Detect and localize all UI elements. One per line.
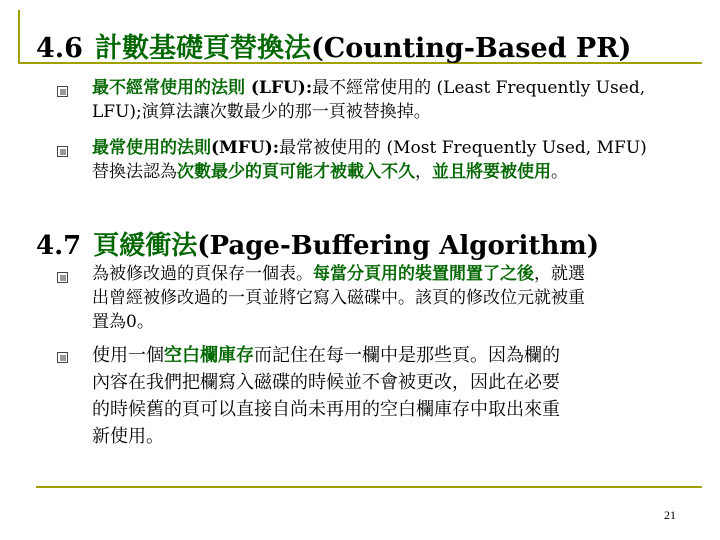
pb2-line1-pre: 使用一個: [92, 345, 164, 366]
mfu-line2-end: 。: [551, 162, 568, 182]
term-lfu: 最不經常使用的法則: [92, 78, 245, 98]
mfu-line2-em2: 並且將要被使用: [432, 162, 551, 182]
title-rule-left: [18, 10, 20, 64]
section-title-zh: 頁緩衝法: [93, 231, 198, 261]
pb1-line1-end: ，就選: [534, 264, 585, 284]
square-bullet-icon: [57, 146, 68, 157]
pb2-line4: 新使用。: [92, 426, 164, 447]
mfu-line2-em1: 次數最少的頁可能才被載入不久: [177, 162, 415, 182]
pb1-line1-pre: 為被修改過的頁保存一個表。: [92, 264, 313, 284]
square-bullet-icon: [57, 86, 68, 97]
pb2-line2: 內容在我們把欄寫入磁碟的時候並不會被更改，因此在必要: [92, 372, 560, 393]
pb1-line3: 置為0。: [92, 312, 154, 332]
section-title-en: (Counting-Based PR): [310, 33, 632, 64]
mfu-line2-mid: ，: [415, 162, 432, 182]
pb2-line3: 的時候舊的頁可以直接自尚未再用的空白欄庫存中取出來重: [92, 399, 560, 420]
section-heading-4-6: [36, 26, 631, 65]
square-bullet-icon: [57, 352, 68, 363]
lfu-line2: LFU);演算法讓次數最少的那一頁被替換掉。: [92, 102, 431, 122]
lfu-line1: 最不經常使用的 (Least Frequently Used,: [312, 78, 646, 98]
pb2-line1-end: 而記住在每一欄中是那些頁。因為欄的: [254, 345, 560, 366]
list-item-modified-list: [92, 262, 682, 334]
section-number: 4.7: [36, 231, 82, 261]
footer-rule: [36, 486, 702, 488]
list-item-mfu: [92, 136, 682, 184]
list-item-free-frame-pool: [92, 342, 682, 450]
pb1-line2: 出曾經被修改過的一頁並將它寫入磁碟中。該頁的修改位元就被重: [92, 288, 585, 308]
section-heading-4-7: [36, 225, 599, 262]
term-mfu: 最常使用的法則: [92, 138, 211, 158]
pb1-line1-em: 每當分頁用的裝置閒置了之後: [313, 264, 534, 284]
list-item-lfu: [92, 76, 682, 124]
page-number: 21: [664, 508, 676, 522]
mfu-line1: 最常被使用的 (Most Frequently Used, MFU): [279, 138, 647, 158]
abbr-lfu: (LFU):: [245, 78, 313, 98]
section-title-zh: 計數基礎頁替換法: [94, 33, 311, 64]
section-number: 4.6: [36, 33, 83, 64]
abbr-mfu: (MFU):: [211, 138, 280, 158]
mfu-line2-pre: 替換法認為: [92, 162, 177, 182]
pb2-line1-em: 空白欄庫存: [164, 345, 254, 366]
section-title-en: (Page-Buffering Algorithm): [197, 231, 600, 261]
square-bullet-icon: [57, 272, 68, 283]
